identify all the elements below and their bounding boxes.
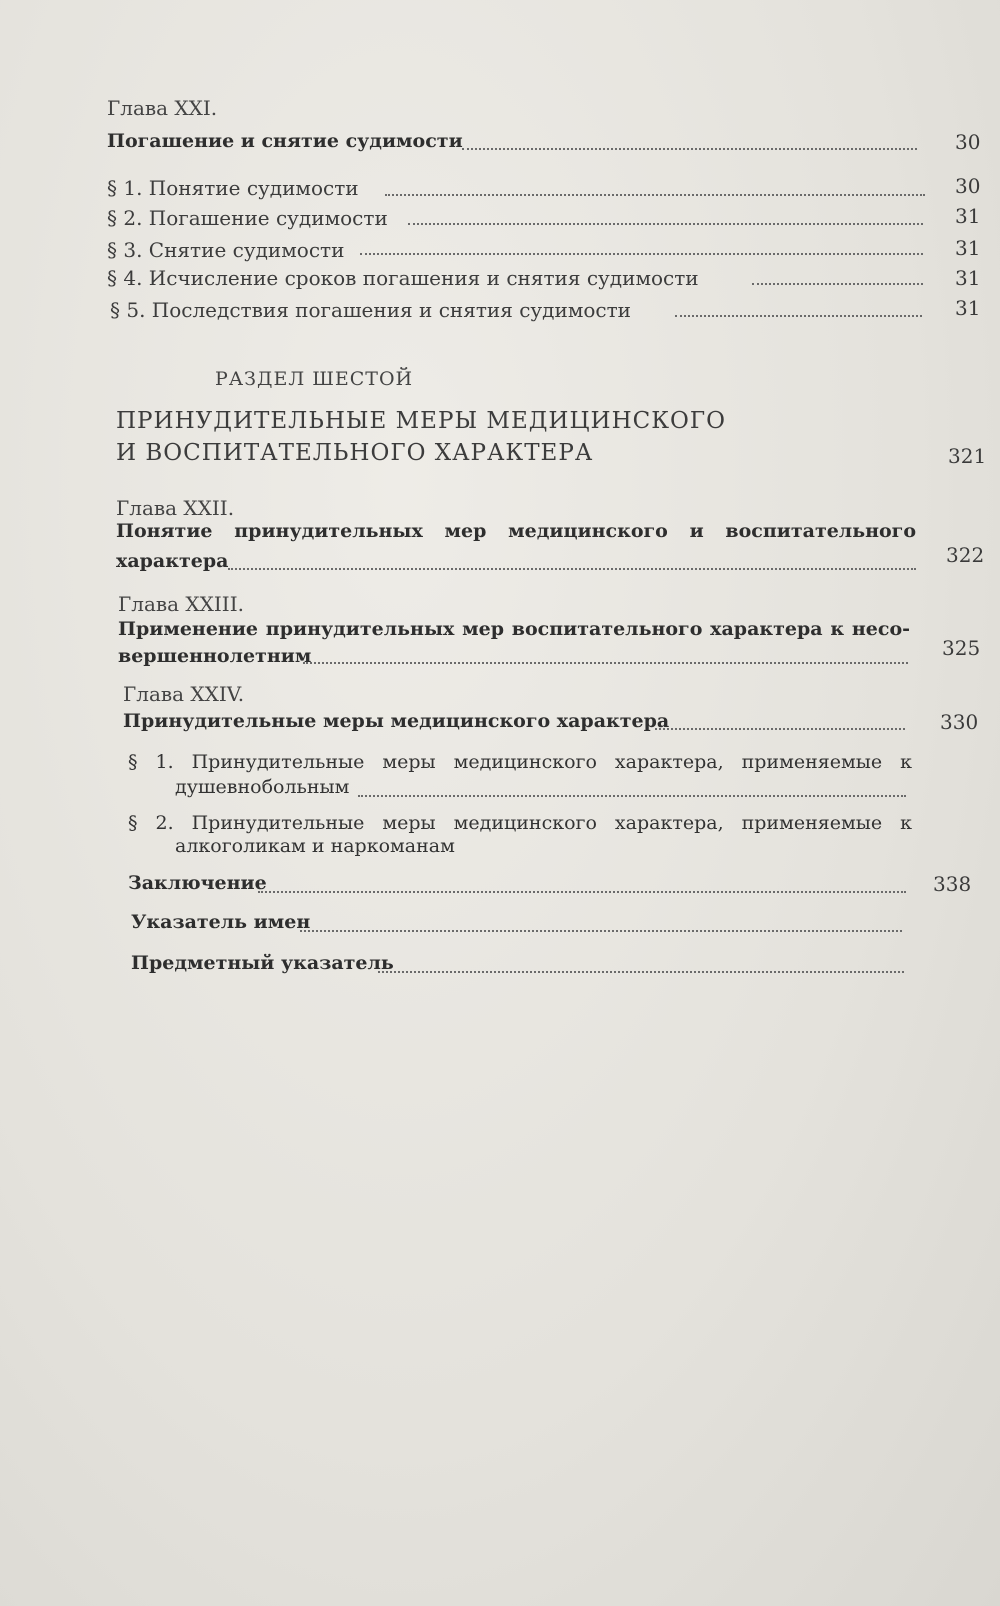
section-21-5-page: 31 (955, 296, 981, 320)
leader-dots (303, 662, 908, 664)
chapter-21-page: 30 (955, 130, 981, 154)
leader-dots (462, 148, 917, 150)
leader-dots (228, 568, 916, 570)
section-21-3: § 3. Снятие судимости (107, 238, 345, 262)
section-21-2-page: 31 (955, 204, 981, 228)
section-24-1-line1: § 1. Принудительные меры медицинского характера, применяемые к (128, 751, 912, 773)
chapter-22-page: 322 (946, 543, 985, 567)
section-21-1: § 1. Понятие судимости (107, 176, 359, 200)
chapter-21-label: Глава XXI. (107, 96, 218, 120)
part-6-title-line1: ПРИНУДИТЕЛЬНЫЕ МЕРЫ МЕДИЦИНСКОГО (116, 408, 726, 434)
leader-dots (752, 283, 923, 285)
chapter-23-label: Глава XXIII. (118, 592, 244, 616)
chapter-23-title-line1: Применение принудительных мер воспитательного характера к несо- (118, 618, 910, 640)
leader-dots (655, 728, 905, 730)
section-24-1-line2: душевнобольным (175, 776, 350, 798)
section-21-3-page: 31 (955, 236, 981, 260)
leader-dots (258, 891, 906, 893)
part-6-title-line2: И ВОСПИТАТЕЛЬНОГО ХАРАКТЕРА (116, 440, 594, 466)
part-6-page: 321 (948, 444, 987, 468)
chapter-23-title-line2: вершеннолетним (118, 645, 312, 667)
leader-dots (300, 930, 902, 932)
chapter-23-page: 325 (942, 636, 981, 660)
section-21-4: § 4. Исчисление сроков погашения и снятия судимости (107, 266, 699, 290)
chapter-22-title-line2: характера (116, 550, 229, 572)
section-21-2: § 2. Погашение судимости (107, 206, 388, 230)
leader-dots (675, 315, 922, 317)
section-24-2-line2: алкоголикам и наркоманам (175, 835, 455, 857)
chapter-24-title: Принудительные меры медицинского характера (123, 710, 670, 732)
part-6-label: РАЗДЕЛ ШЕСТОЙ (215, 368, 414, 390)
chapter-22-label: Глава XXII. (116, 496, 235, 520)
section-24-2-line1: § 2. Принудительные меры медицинского характера, применяемые к (128, 812, 912, 834)
conclusion-title: Заключение (128, 872, 267, 894)
chapter-22-title-line1: Понятие принудительных мер медицинского и воспитательного (116, 520, 916, 542)
section-21-1-page: 30 (955, 174, 981, 198)
chapter-24-label: Глава XXIV. (123, 682, 245, 706)
leader-dots (358, 795, 906, 797)
names-index-title: Указатель имен (131, 911, 311, 933)
subject-index-title: Предметный указатель (131, 952, 394, 974)
chapter-24-page: 330 (940, 710, 979, 734)
section-21-5: § 5. Последствия погашения и снятия судимости (110, 298, 632, 322)
section-21-4-page: 31 (955, 266, 981, 290)
leader-dots (408, 223, 923, 225)
conclusion-page: 338 (933, 872, 972, 896)
leader-dots (378, 971, 904, 973)
leader-dots (360, 253, 923, 255)
chapter-21-title: Погашение и снятие судимости (107, 130, 463, 152)
leader-dots (385, 194, 925, 196)
